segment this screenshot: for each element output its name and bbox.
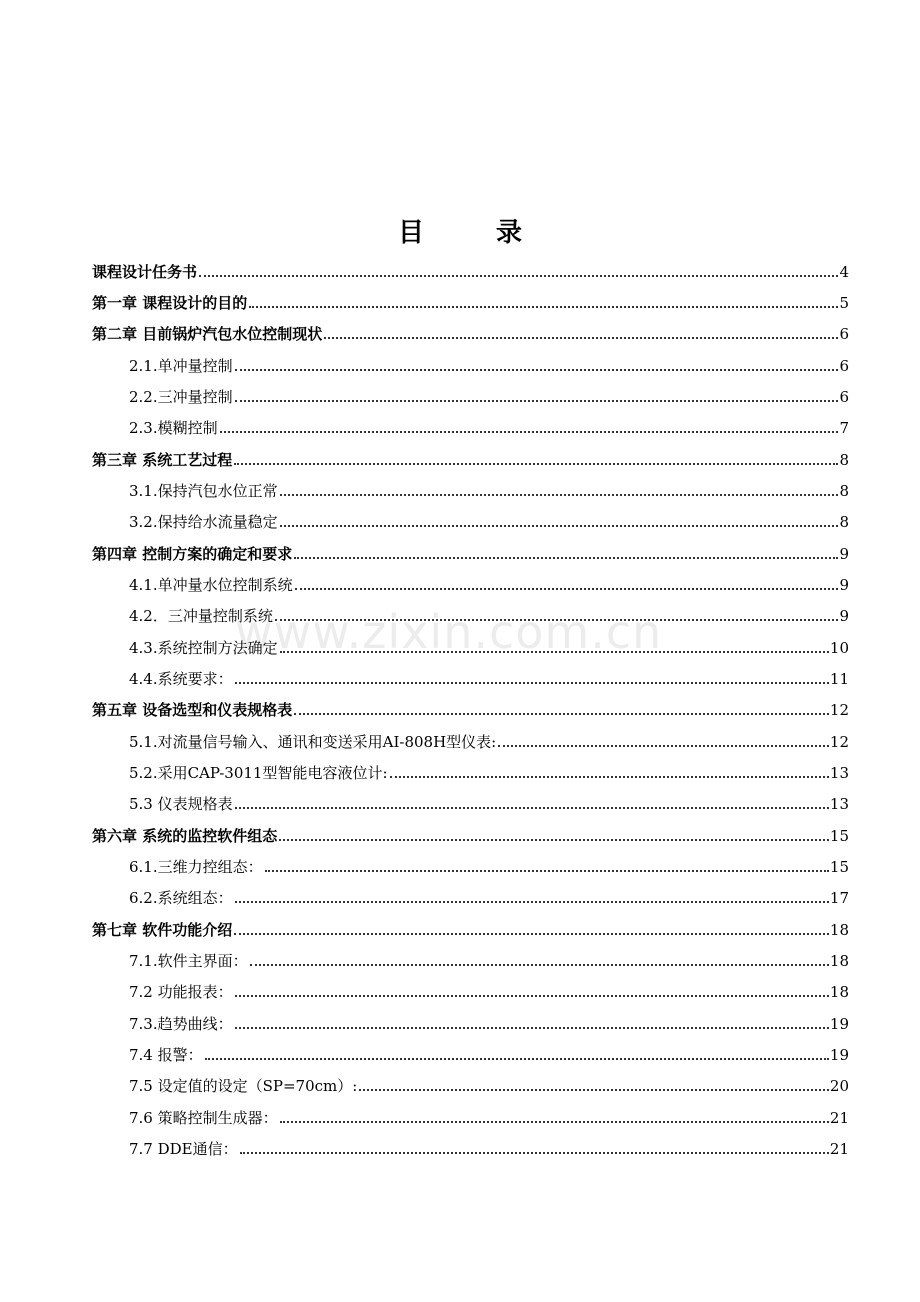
toc-entry[interactable] [129, 414, 849, 438]
toc-entry-title: 4.2．三冲量控制系统 [129, 607, 273, 625]
toc-entry-page: 12 [829, 701, 849, 719]
toc-leader-dots [249, 305, 838, 308]
toc-entry-title: 7.2 功能报表： [129, 983, 233, 1001]
toc-entry-title: 5.3 仪表规格表 [129, 795, 233, 813]
toc-leader-dots [235, 1026, 829, 1029]
toc-entry-title: 课程设计任务书 [92, 263, 198, 281]
toc-entry-title: 7.6 策略控制生成器： [129, 1109, 278, 1127]
toc-entry-page: 19 [829, 1015, 849, 1033]
toc-entry[interactable] [129, 853, 849, 877]
toc-entry[interactable] [129, 759, 849, 783]
toc-leader-dots [234, 932, 829, 935]
toc-entry-page: 15 [829, 827, 849, 845]
toc-leader-dots [390, 775, 829, 778]
toc-entry-page: 10 [829, 639, 849, 657]
toc-entry[interactable] [129, 665, 849, 689]
toc-entry[interactable] [129, 508, 849, 532]
toc-entry-page: 6 [839, 388, 849, 406]
toc-leader-dots [235, 399, 839, 402]
toc-entry-page: 9 [839, 545, 849, 563]
toc-entry[interactable] [129, 1010, 849, 1034]
toc-entry-title: 4.3.系统控制方法确定 [129, 639, 278, 657]
toc-entry[interactable] [129, 1135, 849, 1159]
toc-leader-dots [235, 681, 829, 684]
toc-entry-page: 15 [829, 858, 849, 876]
toc-entry-page: 21 [829, 1140, 849, 1158]
toc-entry[interactable] [92, 258, 849, 282]
toc-entry-title: 3.2.保持给水流量稳定 [129, 513, 278, 531]
toc-entry-title: 第七章 软件功能介绍 [92, 921, 233, 939]
toc-entry[interactable] [92, 320, 849, 344]
toc-leader-dots [279, 838, 829, 841]
toc-entry-page: 8 [839, 513, 849, 531]
toc-entry-page: 8 [839, 451, 849, 469]
toc-leader-dots [280, 1120, 829, 1123]
toc-entry[interactable] [129, 978, 849, 1002]
toc-entry-title: 7.1.软件主界面： [129, 952, 248, 970]
toc-entry-page: 13 [829, 795, 849, 813]
toc-leader-dots [280, 650, 829, 653]
toc-entry[interactable] [92, 289, 849, 313]
toc-entry-page: 8 [839, 482, 849, 500]
toc-leader-dots [240, 1151, 829, 1154]
toc-leader-dots [294, 712, 829, 715]
toc-entry-title: 5.2.采用CAP-3011型智能电容液位计: [129, 764, 388, 782]
toc-entry-page: 13 [829, 764, 849, 782]
toc-leader-dots [359, 1088, 829, 1091]
toc-entry[interactable] [92, 822, 849, 846]
toc-leader-dots [235, 806, 829, 809]
toc-entry-title: 6.1.三维力控组态： [129, 858, 263, 876]
toc-entry-page: 12 [829, 733, 849, 751]
toc-entry-title: 4.1.单冲量水位控制系统 [129, 576, 293, 594]
toc-leader-dots [205, 1057, 829, 1060]
toc-entry-title: 第一章 课程设计的目的 [92, 294, 248, 312]
toc-leader-dots [280, 524, 839, 527]
toc-entry[interactable] [129, 383, 849, 407]
toc-title-char-2: 录 [496, 218, 523, 248]
toc-leader-dots [275, 618, 839, 621]
toc-entry[interactable] [129, 352, 849, 376]
toc-entry-title: 5.1.对流量信号输入、通讯和变送采用AI-808H型仪表: [129, 733, 497, 751]
toc-entry-title: 7.5 设定值的设定（SP=70cm）: [129, 1077, 358, 1095]
toc-entry-page: 21 [829, 1109, 849, 1127]
toc-leader-dots [294, 556, 838, 559]
toc-leader-dots [235, 368, 839, 371]
watermark: www.zixin.com.cn [235, 605, 663, 659]
toc-title [0, 212, 920, 249]
toc-entry-page: 17 [829, 889, 849, 907]
toc-entry-page: 18 [829, 952, 849, 970]
toc-entry-title: 7.4 报警： [129, 1046, 203, 1064]
toc-leader-dots [250, 963, 829, 966]
toc-entry[interactable] [129, 790, 849, 814]
toc-entry-page: 6 [839, 325, 849, 343]
toc-leader-dots [295, 587, 839, 590]
toc-leader-dots [235, 994, 829, 997]
toc-entry[interactable] [92, 540, 849, 564]
toc-entry-title: 7.3.趋势曲线： [129, 1015, 233, 1033]
toc-entry-title: 第四章 控制方案的确定和要求 [92, 545, 293, 563]
toc-entry-page: 4 [839, 263, 849, 281]
toc-entry[interactable] [92, 696, 849, 720]
toc-entry-title: 3.1.保持汽包水位正常 [129, 482, 278, 500]
toc-leader-dots [235, 900, 829, 903]
toc-entry-title: 2.3.模糊控制 [129, 419, 218, 437]
toc-entry[interactable] [129, 728, 849, 752]
toc-entry-title: 第二章 目前锅炉汽包水位控制现状 [92, 325, 323, 343]
toc-leader-dots [280, 493, 839, 496]
toc-entry[interactable] [129, 947, 849, 971]
toc-entry-title: 2.2.三冲量控制 [129, 388, 233, 406]
toc-entry[interactable] [92, 446, 849, 470]
toc-entry-title: 第五章 设备选型和仪表规格表 [92, 701, 293, 719]
toc-entry-page: 9 [839, 607, 849, 625]
toc-entry[interactable] [129, 602, 849, 626]
toc-entry[interactable] [129, 634, 849, 658]
toc-entry-page: 11 [829, 670, 849, 688]
toc-entry-title: 4.4.系统要求： [129, 670, 233, 688]
toc-entry-page: 18 [829, 983, 849, 1001]
toc-entry[interactable] [129, 1072, 849, 1096]
toc-entry-title: 第六章 系统的监控软件组态 [92, 827, 278, 845]
toc-entry-page: 20 [829, 1077, 849, 1095]
toc-leader-dots [234, 462, 838, 465]
toc-title-char-1: 目 [397, 218, 424, 248]
toc-entry-title: 第三章 系统工艺过程 [92, 451, 233, 469]
toc-entry-page: 9 [839, 576, 849, 594]
toc-entry[interactable] [129, 1041, 849, 1065]
toc-entry[interactable] [92, 916, 849, 940]
toc-entry-title: 2.1.单冲量控制 [129, 357, 233, 375]
toc-entry-page: 18 [829, 921, 849, 939]
toc-entry-title: 6.2.系统组态： [129, 889, 233, 907]
toc-entry[interactable] [129, 1104, 849, 1128]
toc-leader-dots [199, 274, 838, 277]
toc-entry-title: 7.7 DDE通信： [129, 1140, 238, 1158]
toc-entry[interactable] [129, 884, 849, 908]
toc-leader-dots [324, 336, 838, 339]
toc-leader-dots [498, 744, 829, 747]
toc-entry-page: 19 [829, 1046, 849, 1064]
toc-entry-page: 5 [839, 294, 849, 312]
toc-entry[interactable] [129, 571, 849, 595]
toc-entry-page: 7 [839, 419, 849, 437]
toc-entry[interactable] [129, 477, 849, 501]
toc-leader-dots [220, 430, 839, 433]
toc-entry-page: 6 [839, 357, 849, 375]
toc-leader-dots [265, 869, 829, 872]
